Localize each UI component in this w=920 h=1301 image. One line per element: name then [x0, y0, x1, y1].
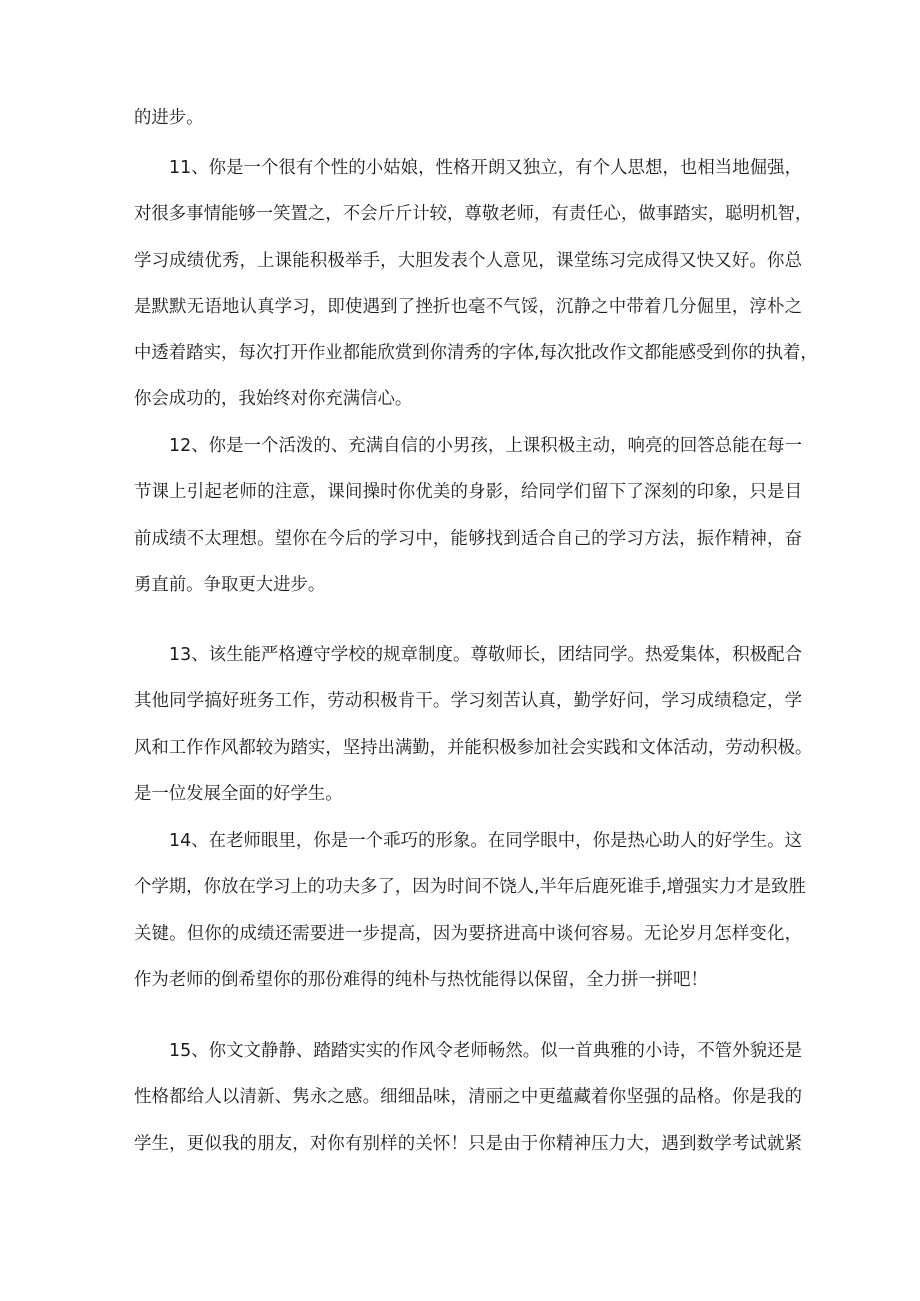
text-line: 对很多事情能够一笑置之，不会斤斤计较，尊敬老师，有责任心，做事踏实，聪明机智，	[134, 204, 813, 225]
text-line: 节课上引起老师的注意，课间操时你优美的身影，给同学们留下了深刻的印象，只是目	[134, 482, 802, 503]
paragraph-14	[134, 818, 806, 1003]
text-line: 14、在老师眼里，你是一个乖巧的形象。在同学眼中，你是热心助人的好学生。这	[169, 831, 802, 851]
text-line: 个学期，你放在学习上的功夫多了，因为时间不饶人,半年后鹿死谁手,增强实力才是致胜	[134, 877, 806, 898]
text-line: 性格都给人以清新、隽永之感。细细品味，清丽之中更蕴藏着你坚强的品格。你是我的	[134, 1087, 802, 1108]
text-line: 12、你是一个活泼的、充满自信的小男孩，上课积极主动，响亮的回答总能在每一	[169, 436, 802, 456]
text-line: 风和工作作风都较为踏实，坚持出满勤，并能积极参加社会实践和文体活动，劳动积极。	[134, 737, 813, 758]
paragraph-11	[134, 145, 818, 423]
text-line: 学生，更似我的朋友，对你有别样的关怀！只是由于你精神压力大，遇到数学考试就紧	[134, 1133, 802, 1154]
text-line: 学习成绩优秀，上课能积极举手，大胆发表个人意见，课堂练习完成得又快又好。你总	[134, 250, 802, 271]
text-line: 是一位发展全面的好学生。	[134, 783, 343, 804]
text-line: 中透着踏实，每次打开作业都能欣赏到你清秀的字体,每次批改作文都能感受到你的执着，	[134, 343, 818, 364]
paragraph-13	[134, 632, 813, 817]
paragraph-15	[134, 1028, 802, 1167]
text-line: 是默默无语地认真学习，即使遇到了挫折也毫不气馁，沉静之中带着几分倔里，淳朴之	[134, 296, 802, 317]
paragraph-12	[134, 423, 802, 608]
text-line: 13、该生能严格遵守学校的规章制度。尊敬师长，团结同学。热爱集体，积极配合	[169, 645, 802, 665]
continued-text	[134, 95, 802, 141]
text-line: 的进步。	[134, 108, 204, 128]
text-line: 前成绩不太理想。望你在今后的学习中，能够找到适合自己的学习方法，振作精神，奋	[134, 528, 802, 549]
text-line: 关键。但你的成绩还需要进一步提高，因为要挤进高中谈何容易。无论岁月怎样变化，	[134, 923, 802, 944]
text-line: 15、你文文静静、踏踏实实的作风令老师畅然。似一首典雅的小诗，不管外貌还是	[169, 1041, 802, 1061]
text-line: 其他同学搞好班务工作，劳动积极肯干。学习刻苦认真，勤学好问，学习成绩稳定，学	[134, 691, 802, 712]
text-line: 作为老师的倒希望你的那份难得的纯朴与热忱能得以保留，全力拼一拼吧！	[134, 969, 708, 990]
text-line: 你会成功的，我始终对你充满信心。	[134, 389, 413, 410]
text-line: 11、你是一个很有个性的小姑娘，性格开朗又独立，有个人思想，也相当地倔强，	[169, 158, 802, 178]
text-line: 勇直前。争取更大进步。	[134, 574, 326, 595]
